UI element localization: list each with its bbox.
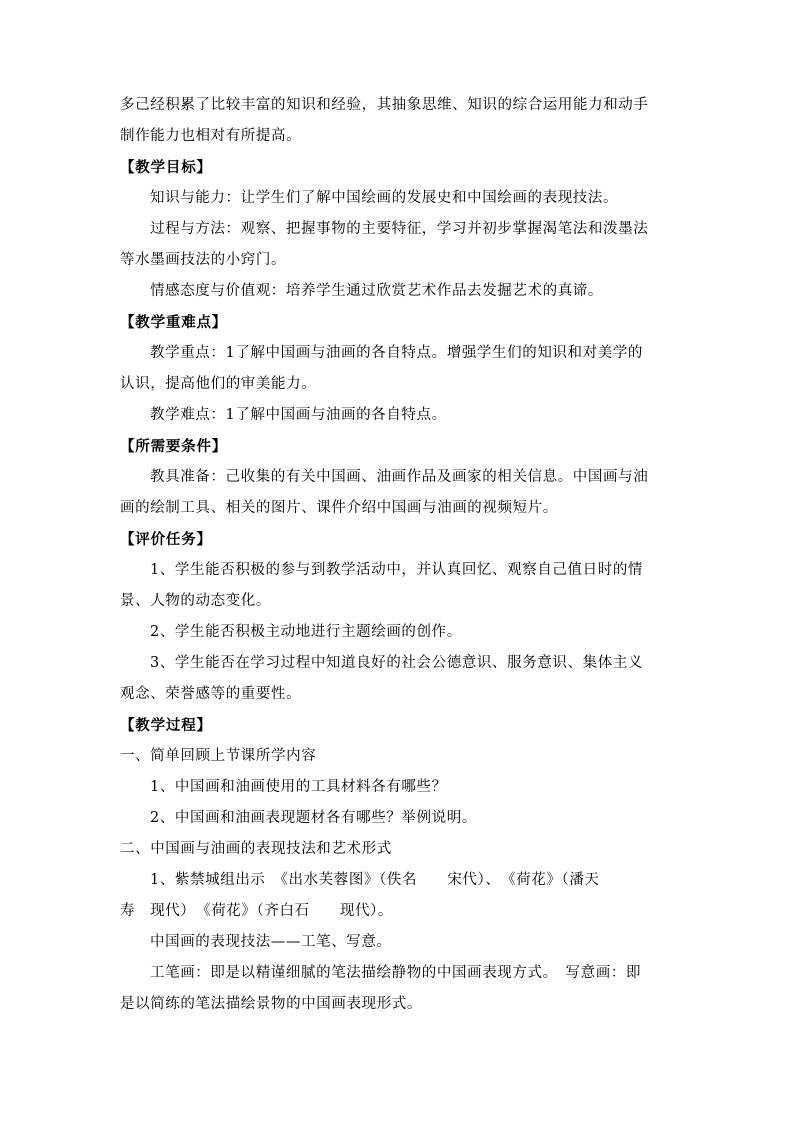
section-heading-evaluation: 【评价任务】 bbox=[120, 531, 212, 548]
paragraph-line: 教学重点：1了解中国画与油画的各自特点。增强学生们的知识和对美学的 bbox=[150, 345, 644, 361]
paragraph-line: 等水墨画技法的小窍门。 bbox=[120, 252, 287, 268]
section-heading-process: 【教学过程】 bbox=[120, 717, 212, 734]
paragraph-line: 认识，提高他们的审美能力。 bbox=[120, 376, 317, 392]
paragraph-line: 一、简单回顾上节课所学内容 bbox=[120, 748, 317, 764]
paragraph-line: 2、学生能否积极主动地进行主题绘画的创作。 bbox=[150, 624, 462, 640]
section-heading-conditions: 【所需要条件】 bbox=[120, 438, 228, 455]
section-heading-goals: 【教学目标】 bbox=[120, 159, 212, 176]
document-page bbox=[120, 90, 676, 1020]
paragraph-line: 景、人物的动态变化。 bbox=[120, 593, 271, 609]
paragraph-line: 教学难点：1了解中国画与油画的各自特点。 bbox=[150, 407, 447, 423]
intro-line: 多己经积累了比较丰富的知识和经验，其抽象思维、知识的综合运用能力和动手 bbox=[120, 97, 649, 113]
paragraph-line: 画的绘制工具、相关的图片、课件介绍中国画与油画的视频短片。 bbox=[120, 500, 558, 516]
intro-line: 制作能力也相对有所提高。 bbox=[120, 128, 302, 144]
paragraph-line: 情感态度与价值观：培养学生通过欣赏艺术作品去发掘艺术的真谛。 bbox=[150, 283, 603, 299]
paragraph-line: 过程与方法：观察、把握事物的主要特征，学习并初步掌握渴笔法和泼墨法 bbox=[150, 221, 649, 237]
paragraph-line: 中国画的表现技法——工笔、写意。 bbox=[150, 934, 392, 950]
paragraph-line: 知识与能力：让学生们了解中国绘画的发展史和中国绘画的表现技法。 bbox=[150, 190, 619, 206]
paragraph-line: 1、学生能否积极的参与到教学活动中，并认真回忆、观察自己值日时的情 bbox=[150, 562, 644, 578]
paragraph-line: 二、中国画与油画的表现技法和艺术形式 bbox=[120, 841, 392, 857]
paragraph-line: 是以简练的笔法描绘景物的中国画表现形式。 bbox=[120, 996, 422, 1012]
section-heading-key-points: 【教学重难点】 bbox=[120, 314, 228, 331]
paragraph-line: 3、学生能否在学习过程中知道良好的社会公德意识、服务意识、集体主义 bbox=[150, 655, 644, 671]
paragraph-line: 观念、荣誉感等的重要性。 bbox=[120, 686, 302, 702]
paragraph-line: 1、中国画和油画使用的工具材料各有哪些？ bbox=[150, 779, 447, 795]
paragraph-line: 工笔画：即是以精谨细腻的笔法描绘静物的中国画表现方式。 写意画：即 bbox=[150, 965, 642, 981]
paragraph-line: 1、紫禁城组出示 《出水芙蓉图》（佚名 宋代）、 《荷花》（潘天 bbox=[150, 872, 600, 888]
paragraph-line: 寿 现代） 《荷花》（齐白石 现代）。 bbox=[120, 903, 393, 919]
paragraph-line: 2、中国画和油画表现题材各有哪些？举例说明。 bbox=[150, 810, 477, 826]
paragraph-line: 教具准备：己收集的有关中国画、油画作品及画家的相关信息。中国画与油 bbox=[150, 469, 649, 485]
